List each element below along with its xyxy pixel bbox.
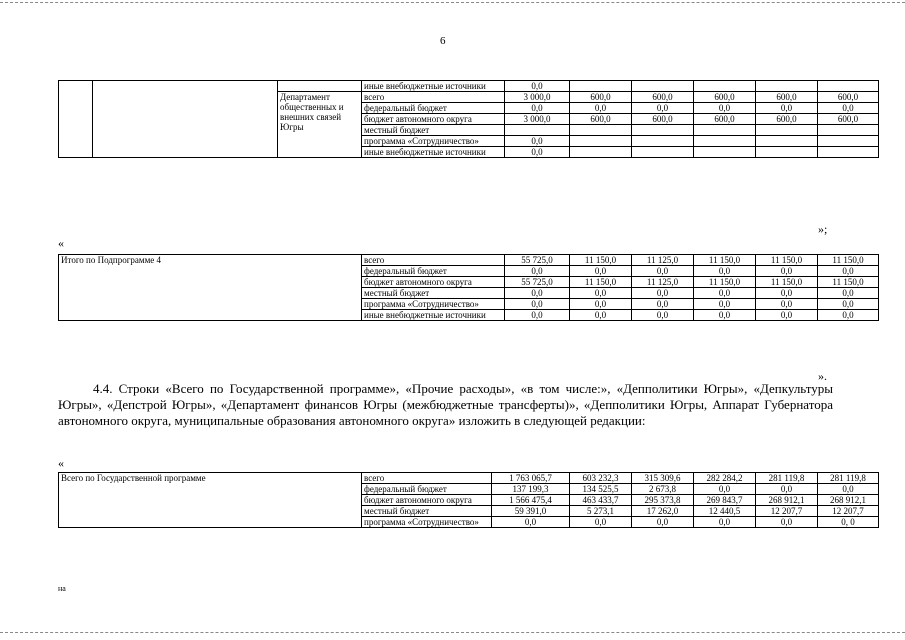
value-cell: 603 232,3 (570, 473, 632, 484)
row-label: иные внебюджетные источники (362, 310, 505, 321)
value-cell (632, 81, 694, 92)
value-cell: 0,0 (632, 517, 694, 528)
value-cell: 281 119,8 (756, 473, 818, 484)
table-row (59, 255, 879, 266)
value-cell: 0,0 (505, 81, 570, 92)
page-number: 6 (440, 35, 446, 47)
value-cell: 600,0 (694, 92, 756, 103)
value-cell: 0,0 (505, 266, 570, 277)
row-label: местный бюджет (362, 125, 505, 136)
value-cell (818, 81, 879, 92)
value-cell: 0,0 (818, 266, 879, 277)
open-quote-2: « (58, 236, 64, 250)
row-label: иные внебюджетные источники (362, 81, 505, 92)
value-cell: 269 843,7 (694, 495, 756, 506)
row-label: программа «Сотрудничество» (362, 136, 505, 147)
value-cell (694, 136, 756, 147)
value-cell: 11 125,0 (632, 255, 694, 266)
amendment-text: 4.4. Строки «Всего по Государственной программе», «Прочие расходы», «в том числе:», «Депполитики Югры», «Депкультуры Югры», «Депстрой Югры», «Департамент финансов Югры (межбюджетные трансферты)», «Депполитики Югры, Аппарат Губернатора автономного округа, муниципальные образования автономного округа» изложить в следующей редакции: (58, 381, 833, 428)
value-cell: 600,0 (818, 92, 879, 103)
value-cell: 0,0 (570, 310, 632, 321)
value-cell (694, 125, 756, 136)
value-cell: 0,0 (505, 288, 570, 299)
value-cell: 0,0 (505, 299, 570, 310)
row-label: бюджет автономного округа (362, 114, 505, 125)
value-cell: 0,0 (818, 299, 879, 310)
value-cell: 0,0 (632, 266, 694, 277)
value-cell: 0,0 (818, 288, 879, 299)
open-quote-3: « (58, 456, 64, 470)
row-label: программа «Сотрудничество» (362, 299, 505, 310)
row-label: программа «Сотрудничество» (362, 517, 492, 528)
value-cell (818, 147, 879, 158)
value-cell: 1 763 065,7 (492, 473, 570, 484)
value-cell: 11 150,0 (756, 277, 818, 288)
row-label: федеральный бюджет (362, 103, 505, 114)
value-cell (756, 147, 818, 158)
row-label: всего (362, 473, 492, 484)
value-cell: 0,0 (632, 299, 694, 310)
value-cell: 0,0 (505, 136, 570, 147)
value-cell (570, 81, 632, 92)
row-label: федеральный бюджет (362, 484, 492, 495)
table-subprogram-4-total (58, 254, 879, 321)
value-cell: 295 373,8 (632, 495, 694, 506)
value-cell: 0,0 (505, 147, 570, 158)
close-quote-1: »; (818, 222, 828, 236)
value-cell (570, 147, 632, 158)
value-cell (570, 136, 632, 147)
value-cell: 0,0 (756, 266, 818, 277)
row-label: всего (362, 92, 505, 103)
department-name: Департамент общественных и внешних связей Югры (278, 92, 362, 158)
value-cell: 0,0 (818, 103, 879, 114)
value-cell: 12 440,5 (694, 506, 756, 517)
value-cell: 0,0 (756, 517, 818, 528)
value-cell: 0,0 (756, 484, 818, 495)
value-cell (570, 125, 632, 136)
value-cell: 0,0 (694, 299, 756, 310)
value-cell: 55 725,0 (505, 255, 570, 266)
value-cell: 11 150,0 (818, 277, 879, 288)
scan-edge-bottom (0, 632, 905, 633)
value-cell: 0,0 (694, 484, 756, 495)
value-cell: 0,0 (694, 103, 756, 114)
value-cell: 463 433,7 (570, 495, 632, 506)
value-cell: 0,0 (632, 310, 694, 321)
value-cell: 11 150,0 (756, 255, 818, 266)
value-cell: 600,0 (632, 92, 694, 103)
value-cell: 0,0 (570, 288, 632, 299)
value-cell: 55 725,0 (505, 277, 570, 288)
empty-cell (59, 81, 93, 158)
value-cell (756, 81, 818, 92)
value-cell: 281 119,8 (818, 473, 879, 484)
value-cell: 268 912,1 (818, 495, 879, 506)
value-cell: 600,0 (818, 114, 879, 125)
value-cell: 600,0 (756, 114, 818, 125)
value-cell (818, 125, 879, 136)
row-label: федеральный бюджет (362, 266, 505, 277)
value-cell: 0,0 (632, 288, 694, 299)
value-cell: 0,0 (818, 310, 879, 321)
value-cell: 0,0 (694, 517, 756, 528)
value-cell: 600,0 (570, 92, 632, 103)
value-cell (818, 136, 879, 147)
value-cell: 11 150,0 (570, 277, 632, 288)
value-cell: 600,0 (756, 92, 818, 103)
row-label: бюджет автономного округа (362, 495, 492, 506)
row-label: местный бюджет (362, 288, 505, 299)
value-cell: 1 566 475,4 (492, 495, 570, 506)
value-cell (632, 136, 694, 147)
value-cell: 0,0 (492, 517, 570, 528)
value-cell: 0,0 (818, 484, 879, 495)
value-cell: 59 391,0 (492, 506, 570, 517)
table-row (59, 81, 879, 92)
value-cell (694, 147, 756, 158)
value-cell: 0,0 (570, 103, 632, 114)
value-cell: 11 125,0 (632, 277, 694, 288)
value-cell: 600,0 (694, 114, 756, 125)
value-cell: 11 150,0 (818, 255, 879, 266)
value-cell: 0,0 (570, 266, 632, 277)
value-cell: 0,0 (694, 310, 756, 321)
value-cell: 11 150,0 (694, 255, 756, 266)
total-title: Итого по Подпрограмме 4 (59, 255, 362, 321)
value-cell: 0, 0 (818, 517, 879, 528)
value-cell: 3 000,0 (505, 114, 570, 125)
value-cell: 268 912,1 (756, 495, 818, 506)
value-cell: 0,0 (756, 299, 818, 310)
value-cell: 11 150,0 (570, 255, 632, 266)
value-cell: 0,0 (505, 103, 570, 114)
value-cell: 2 673,8 (632, 484, 694, 495)
amendment-paragraph (58, 381, 833, 429)
value-cell (505, 125, 570, 136)
empty-cell (278, 81, 362, 92)
footer-note: на (58, 584, 66, 593)
value-cell: 0,0 (756, 103, 818, 114)
value-cell: 600,0 (570, 114, 632, 125)
close-quote-2: ». (818, 369, 827, 383)
table-state-program-total (58, 472, 879, 528)
value-cell: 0,0 (570, 299, 632, 310)
value-cell: 0,0 (756, 288, 818, 299)
total-title: Всего по Государственной программе (59, 473, 362, 528)
table-row (59, 473, 879, 484)
value-cell: 11 150,0 (694, 277, 756, 288)
value-cell: 315 309,6 (632, 473, 694, 484)
value-cell: 0,0 (632, 103, 694, 114)
value-cell (632, 147, 694, 158)
value-cell (756, 125, 818, 136)
value-cell (632, 125, 694, 136)
row-label: всего (362, 255, 505, 266)
value-cell: 12 207,7 (756, 506, 818, 517)
value-cell: 282 284,2 (694, 473, 756, 484)
value-cell (756, 136, 818, 147)
value-cell: 0,0 (694, 288, 756, 299)
table-department-public-relations (58, 80, 879, 158)
value-cell: 134 525,5 (570, 484, 632, 495)
value-cell: 17 262,0 (632, 506, 694, 517)
value-cell: 0,0 (694, 266, 756, 277)
scan-edge-top (0, 2, 905, 3)
value-cell: 0,0 (756, 310, 818, 321)
empty-cell (93, 81, 278, 158)
value-cell: 600,0 (632, 114, 694, 125)
value-cell: 0,0 (570, 517, 632, 528)
value-cell: 137 199,3 (492, 484, 570, 495)
value-cell: 3 000,0 (505, 92, 570, 103)
row-label: иные внебюджетные источники (362, 147, 505, 158)
value-cell (694, 81, 756, 92)
row-label: местный бюджет (362, 506, 492, 517)
value-cell: 5 273,1 (570, 506, 632, 517)
row-label: бюджет автономного округа (362, 277, 505, 288)
value-cell: 0,0 (505, 310, 570, 321)
value-cell: 12 207,7 (818, 506, 879, 517)
